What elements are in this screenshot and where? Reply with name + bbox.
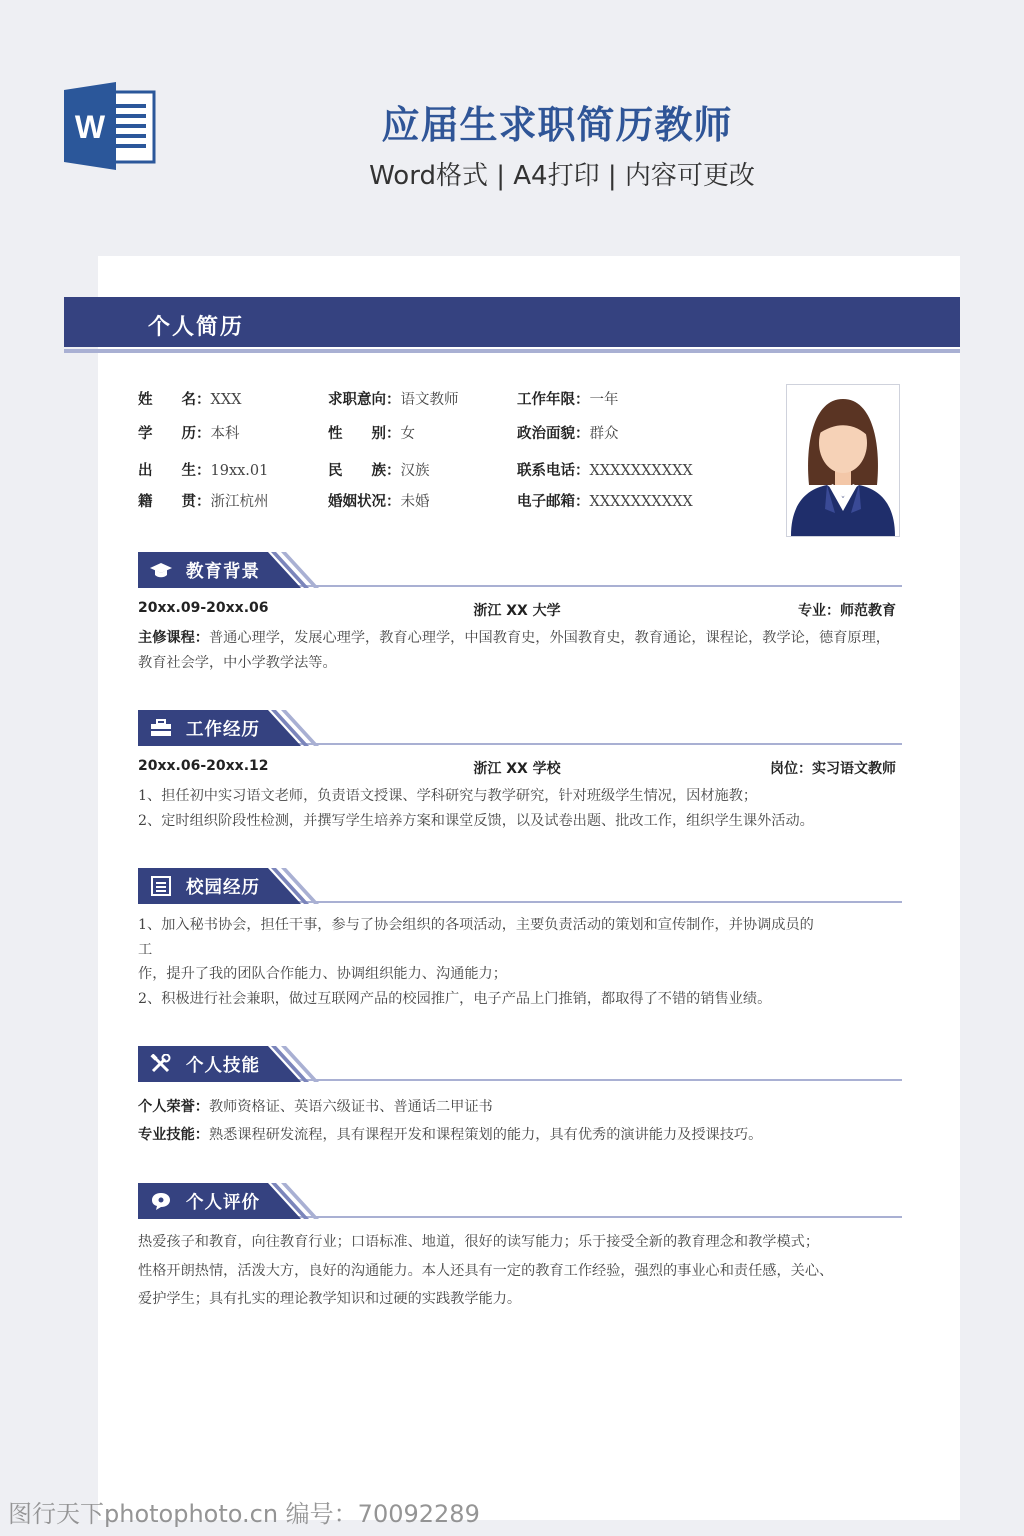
education-school: 浙江 XX 大学 — [473, 603, 561, 619]
skills-professional: 专业技能：熟悉课程研发流程，具有课程开发和课程策划的能力，具有优秀的演讲能力及授课技巧。 — [138, 1127, 763, 1143]
evaluation-line: 爱护学生；具有扎实的理论教学知识和过硬的实践教学能力。 — [138, 1291, 522, 1307]
education-major: 专业：师范教育 — [798, 603, 896, 619]
education-courses: 主修课程：普通心理学，发展心理学，教育心理学，中国教育史，外国教育史，教育通论，课程论，教学论，德育原理，教育社会学，中小学教学法等。 — [138, 630, 890, 671]
svg-text:W: W — [74, 109, 106, 145]
document-list-icon — [150, 876, 172, 896]
campus-line: 作，提升了我的团队合作能力、协调组织能力、沟通能力； — [138, 966, 507, 982]
tools-icon — [150, 1054, 172, 1074]
campus-content — [138, 913, 900, 1011]
campus-line: 1、加入秘书协会，担任干事，参与了协会组织的各项活动，主要负责活动的策划和宣传制作，并协调成员的 — [138, 917, 814, 933]
section-header-campus: 校园经历 — [138, 868, 902, 904]
evaluation-line: 热爱孩子和教育，向往教育行业；口语标准、地道，很好的读写能力；乐于接受全新的教育理念和教学模式； — [138, 1234, 820, 1250]
work-org: 浙江 XX 学校 — [473, 761, 561, 777]
work-position: 岗位：实习语文教师 — [770, 761, 896, 777]
avatar-illustration-icon — [787, 385, 899, 536]
work-entry — [138, 758, 896, 778]
info-gender: 性 别：女 — [328, 425, 415, 442]
info-birth: 出 生：19xx.01 — [138, 462, 269, 479]
work-period: 20xx.06-20xx.12 — [138, 758, 269, 774]
info-phone: 联系电话：XXXXXXXXXX — [517, 462, 693, 479]
briefcase-icon — [150, 718, 172, 738]
promo-title: 应届生求职简历教师 — [381, 103, 733, 147]
info-political: 政治面貌：群众 — [517, 425, 619, 442]
education-period: 20xx.09-20xx.06 — [138, 600, 269, 616]
skills-honor: 个人荣誉：教师资格证、英语六级证书、普通话二甲证书 — [138, 1099, 493, 1115]
info-ethnicity: 民 族：汉族 — [328, 462, 430, 479]
resume-header-underline — [64, 349, 960, 353]
section-header-skills: 个人技能 — [138, 1046, 902, 1082]
education-entry — [138, 600, 896, 620]
evaluation-content — [138, 1228, 900, 1314]
work-duty-item: 1、担任初中实习语文老师，负责语文授课、学科研究与教学研究，针对班级学生情况，因材施教； — [138, 788, 758, 804]
info-education: 学 历：本科 — [138, 425, 240, 442]
evaluation-line: 性格开朗热情，活泼大方，良好的沟通能力。本人还具有一定的教育工作经验，强烈的事业心和责任感，关心、 — [138, 1262, 834, 1279]
graduation-cap-icon — [150, 560, 172, 580]
info-work-years: 工作年限：一年 — [517, 391, 619, 408]
info-hometown: 籍 贯：浙江杭州 — [138, 493, 269, 510]
section-header-evaluation: 个人评价 — [138, 1183, 902, 1219]
profile-photo — [786, 384, 900, 537]
chat-bubble-icon — [150, 1191, 172, 1211]
work-duty-item: 2、定时组织阶段性检测，并撰写学生培养方案和课堂反馈，以及试卷出题、批改工作，组织学生课外活动。 — [138, 812, 814, 829]
section-header-work: 工作经历 — [138, 710, 902, 746]
campus-line: 2、积极进行社会兼职，做过互联网产品的校园推广，电子产品上门推销，都取得了不错的销售业绩。 — [138, 990, 772, 1007]
promo-subtitle: Word格式 | A4打印 | 内容可更改 — [369, 161, 755, 191]
info-marital: 婚姻状况：未婚 — [328, 493, 430, 510]
watermark: 图行天下photophoto.cn 编号：70092289 — [8, 1500, 480, 1528]
resume-title: 个人简历 — [148, 314, 245, 340]
info-name: 姓 名：XXX — [138, 391, 242, 408]
info-email: 电子邮箱：XXXXXXXXXX — [517, 493, 693, 510]
work-duties — [138, 784, 900, 833]
info-job-intention: 求职意向：语文教师 — [328, 391, 459, 408]
section-header-education: 教育背景 — [138, 552, 902, 588]
campus-line: 工 — [138, 941, 153, 958]
